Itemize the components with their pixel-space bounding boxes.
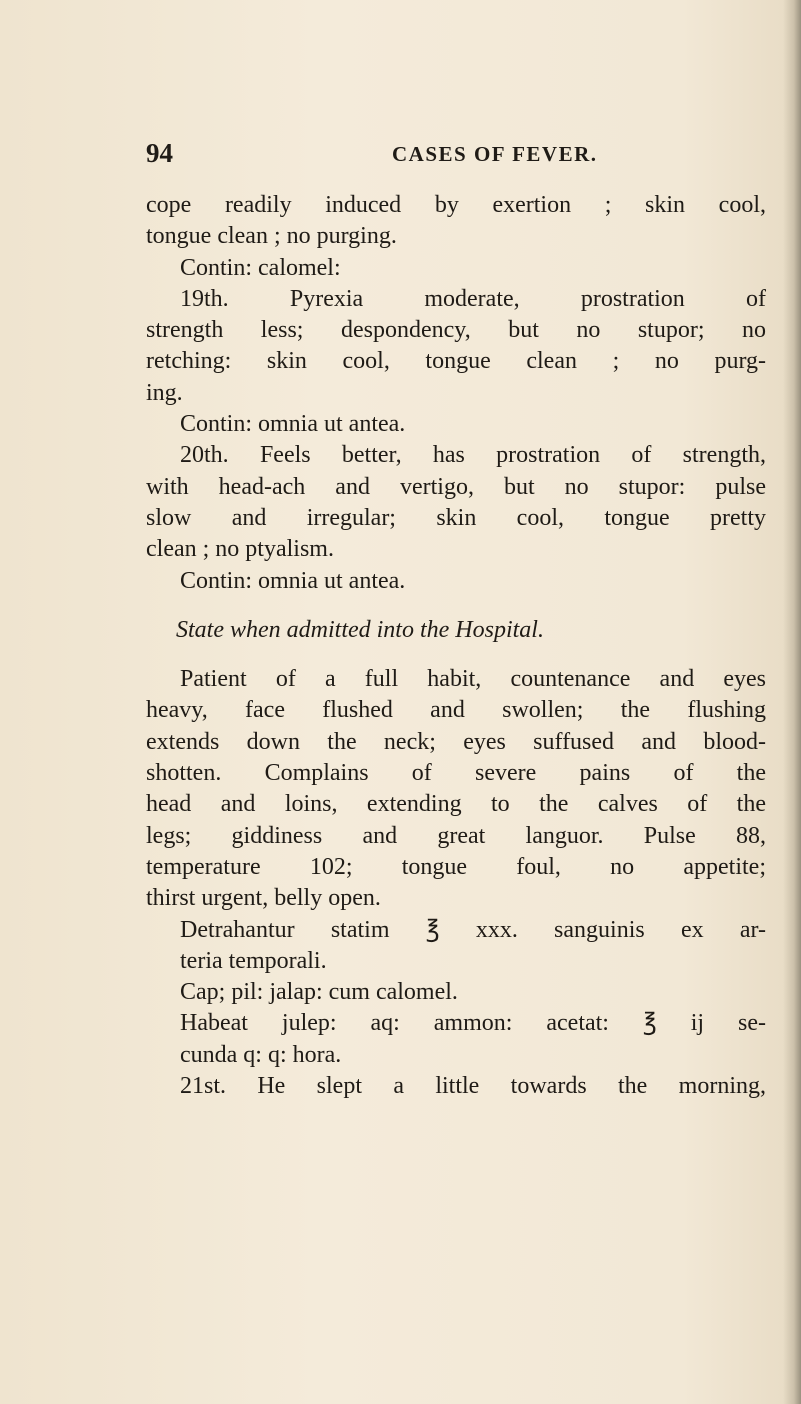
text-line: Detrahantur statim ℥ xxx. sanguinis ex ar- [180,916,766,943]
text-line: tongue clean ; no purging. [146,223,397,250]
text-line: head and loins, extending to the calves of the [146,791,766,818]
text-line: legs; giddiness and great languor. Pulse 88, [146,822,766,849]
text-line: slow and irregular; skin cool, tongue pretty [146,504,766,531]
text-line: Contin: omnia ut antea. [180,411,406,438]
text-line: cope readily induced by exertion ; skin cool, [146,192,766,218]
page-edge-shadow [783,0,801,1404]
body-text [146,190,766,1102]
text-line: Contin: omnia ut antea. [180,567,406,594]
text-line: temperature 102; tongue foul, no appetite; [146,853,766,880]
section-heading: State when admitted into the Hospital. [176,616,544,643]
text-line: shotten. Complains of severe pains of the [146,760,766,787]
text-line: extends down the neck; eyes suffused and blood- [146,728,766,755]
text-line: Contin: calomel: [180,254,341,281]
text-line: 21st. He slept a little towards the morning, [180,1073,766,1100]
text-line: strength less; despondency, but no stupor; no [146,317,766,344]
text-line: Habeat julep: aq: ammon: acetat: ℥ ij se- [180,1010,766,1037]
text-line: thirst urgent, belly open. [146,885,381,912]
text-line: clean ; no ptyalism. [146,536,334,563]
page-number: 94 [146,138,173,168]
text-line: cunda q: q: hora. [180,1041,342,1068]
text-line: with head-ach and vertigo, but no stupor: pulse [146,473,766,500]
text-line: teria temporali. [180,947,327,974]
text-line: 20th. Feels better, has prostration of strength, [180,442,766,469]
text-line: retching: skin cool, tongue clean ; no purg- [146,348,766,375]
text-line: Patient of a full habit, countenance and eyes [180,666,766,693]
text-line: 19th. Pyrexia moderate, prostration of [180,285,766,312]
text-line: Cap; pil: jalap: cum calomel. [180,979,458,1006]
running-head: CASES OF FEVER. [392,142,598,166]
text-line: ing. [146,379,183,406]
text-line: heavy, face flushed and swollen; the flushing [146,697,766,724]
page-header [146,138,706,172]
